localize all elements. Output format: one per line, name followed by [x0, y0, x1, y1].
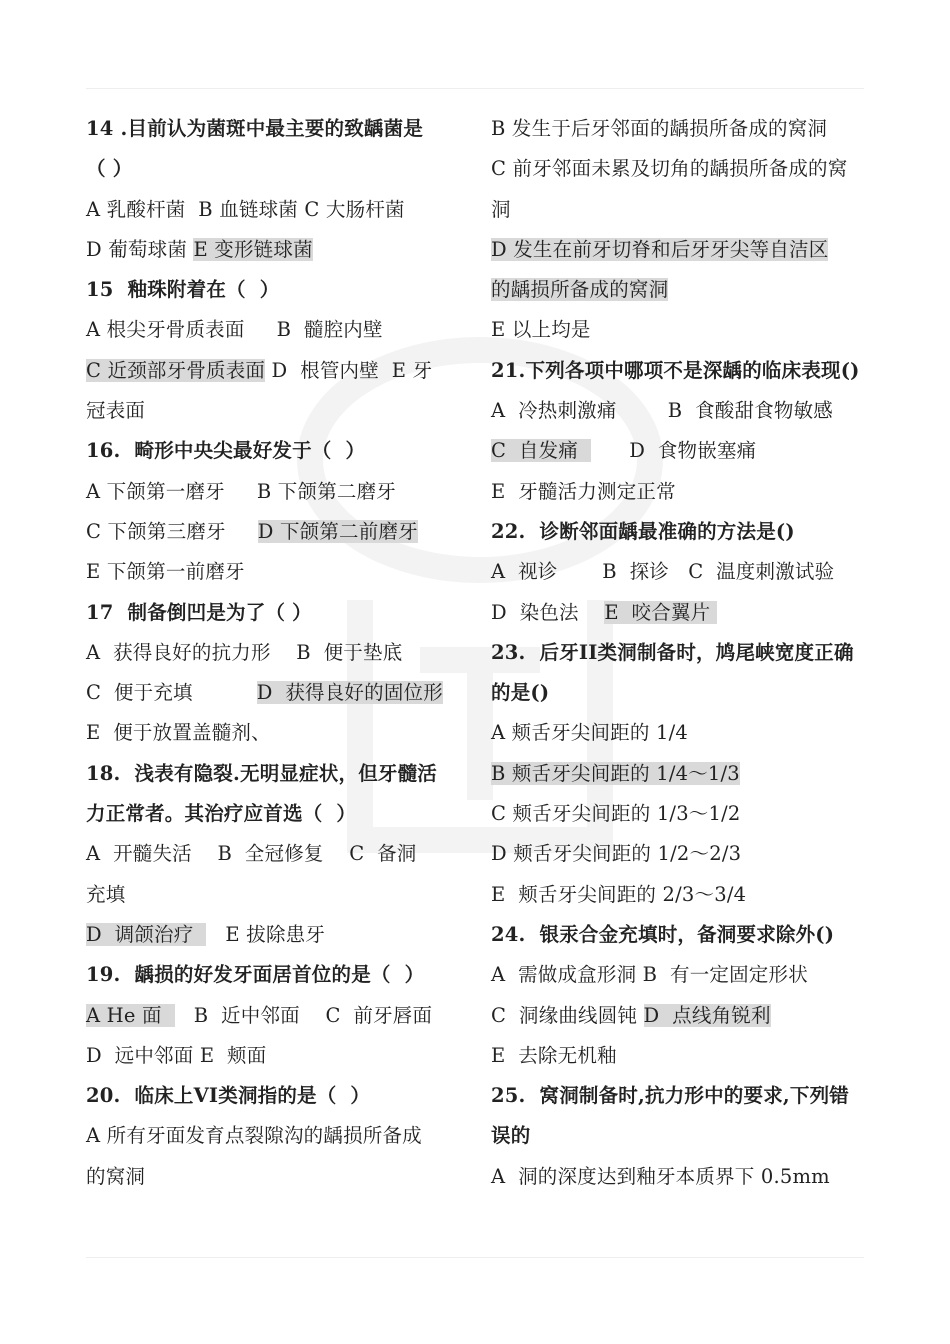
question-line [86, 955, 466, 995]
option-line [491, 149, 871, 189]
left-column [86, 109, 466, 1197]
highlighted-answer: D 发生在前牙切脊和后牙牙尖等自洁区 [491, 237, 829, 261]
text-segment: A 根尖牙骨质表面 B 髓腔内壁 [86, 318, 383, 342]
option-line [86, 391, 466, 431]
option-line [86, 230, 466, 270]
option-line [86, 552, 466, 592]
text-segment: A 所有牙面发育点裂隙沟的龋损所备成 [86, 1124, 422, 1148]
text-segment: A 乳酸杆菌 B 血链球菌 C 大肠杆菌 [86, 197, 405, 221]
option-line [491, 230, 871, 270]
highlighted-answer: C 近颈部牙骨质表面 [86, 358, 266, 382]
option-line [86, 190, 466, 230]
text-segment: 22. 诊断邻面龋最准确的方法是() [491, 519, 795, 543]
question-line [491, 633, 871, 673]
option-line [491, 391, 871, 431]
text-segment: E 拔除患牙 [206, 922, 326, 946]
text-segment: C 便于充填 [86, 681, 257, 705]
text-segment: 冠表面 [86, 399, 146, 423]
option-line [491, 270, 871, 310]
question-line [491, 1076, 871, 1116]
option-line [86, 875, 466, 915]
text-segment: 21.下列各项中哪项不是深龋的临床表现() [491, 358, 860, 382]
question-line [86, 270, 466, 310]
text-segment: 力正常者。其治疗应首选（ ） [86, 802, 357, 826]
text-segment: A 颊舌牙尖间距的 1/4 [491, 721, 688, 745]
question-line [86, 109, 466, 149]
question-line [491, 351, 871, 391]
text-segment: 的是() [491, 681, 550, 705]
option-line [86, 310, 466, 350]
option-line [86, 1116, 466, 1156]
highlighted-answer: D 获得良好的固位形 [256, 681, 443, 705]
option-line [491, 190, 871, 230]
text-segment: A 下颌第一磨牙 B 下颌第二磨牙 [86, 479, 397, 503]
highlighted-answer: D 调颌治疗 [86, 922, 207, 946]
text-segment: 24. 银汞合金充填时，备洞要求除外() [491, 922, 835, 946]
text-segment: 充填 [86, 882, 126, 906]
question-line [491, 673, 871, 713]
question-line [491, 1116, 871, 1156]
option-line [491, 754, 871, 794]
text-segment: C 颊舌牙尖间距的 1/3～1/2 [491, 802, 741, 826]
question-line [86, 149, 466, 189]
text-segment: 误的 [491, 1124, 531, 1148]
text-segment: D 远中邻面 E 颊面 [86, 1043, 267, 1067]
option-line [86, 512, 466, 552]
text-segment: B 发生于后牙邻面的龋损所备成的窝洞 [491, 117, 828, 140]
text-segment: D 染色法 [491, 600, 605, 624]
option-line [86, 834, 466, 874]
highlighted-answer: E 变形链球菌 [193, 237, 313, 261]
text-segment: C 洞缘曲线圆钝 [491, 1003, 644, 1027]
text-segment: A 冷热刺激痛 B 食酸甜食物敏感 [491, 399, 833, 423]
option-line [491, 875, 871, 915]
question-line [86, 431, 466, 471]
text-segment: 18. 浅表有隐裂.无明显症状，但牙髓活 [86, 761, 437, 785]
highlighted-answer: E 咬合翼片 [604, 600, 717, 624]
question-line [491, 512, 871, 552]
option-line [491, 955, 871, 995]
highlighted-answer: D 下颌第二前磨牙 [257, 519, 418, 543]
right-column [491, 109, 871, 1197]
text-segment: （ ） [86, 157, 133, 181]
option-line [86, 472, 466, 512]
text-segment: A 视诊 B 探诊 C 温度刺激试验 [491, 560, 835, 584]
highlighted-answer: D 点线角锐利 [643, 1003, 771, 1027]
option-line [491, 1036, 871, 1076]
question-line [86, 1076, 466, 1116]
text-segment: 25. 窝洞制备时,抗力形中的要求,下列错 [491, 1084, 849, 1108]
question-line [86, 593, 466, 633]
text-segment: 的窝洞 [86, 1164, 146, 1188]
option-line [491, 593, 871, 633]
option-line [86, 673, 466, 713]
text-segment: 23. 后牙II类洞制备时，鸠尾峡宽度正确 [491, 640, 854, 664]
text-segment: E 以上均是 [491, 318, 591, 342]
text-segment: D 颊舌牙尖间距的 1/2～2/3 [491, 842, 742, 866]
option-line [491, 310, 871, 350]
question-line [491, 915, 871, 955]
option-line [86, 633, 466, 673]
text-segment: B 近中邻面 C 前牙唇面 [174, 1003, 433, 1027]
text-segment: D 食物嵌塞痛 [590, 439, 757, 463]
text-segment: D 葡萄球菌 [86, 237, 194, 261]
text-segment: A 开髓失活 B 全冠修复 C 备洞 [86, 842, 417, 866]
text-segment: D 根管内壁 E 牙 [265, 358, 433, 382]
text-segment: E 下颌第一前磨牙 [86, 560, 245, 584]
option-line [86, 351, 466, 391]
option-line [86, 713, 466, 753]
text-segment: E 便于放置盖髓剂、 [86, 721, 271, 745]
text-segment: 15 釉珠附着在（ ） [86, 278, 280, 302]
text-segment: 17 制备倒凹是为了（ ） [86, 600, 312, 624]
option-line [491, 794, 871, 834]
text-segment: C 前牙邻面未累及切角的龋损所备成的窝 [491, 157, 848, 181]
highlighted-answer: A He 面 [86, 1003, 175, 1027]
header-divider [86, 88, 864, 89]
highlighted-answer: 的龋损所备成的窝洞 [491, 278, 669, 302]
option-line [491, 431, 871, 471]
text-segment: A 洞的深度达到釉牙本质界下 0.5mm [491, 1164, 830, 1188]
option-line [86, 1157, 466, 1197]
option-line [491, 472, 871, 512]
option-line [491, 713, 871, 753]
option-line [491, 834, 871, 874]
text-segment: E 去除无机釉 [491, 1043, 617, 1067]
text-segment: 16. 畸形中央尖最好发于（ ） [86, 439, 366, 463]
text-segment: 19. 龋损的好发牙面居首位的是（ ） [86, 963, 425, 987]
option-line [491, 552, 871, 592]
text-segment: E 牙髓活力测定正常 [491, 479, 676, 503]
text-segment: 洞 [491, 197, 511, 221]
option-line [86, 915, 466, 955]
option-line [491, 996, 871, 1036]
text-segment: 20. 临床上VI类洞指的是（ ） [86, 1084, 371, 1108]
text-segment: E 颊舌牙尖间距的 2/3～3/4 [491, 882, 747, 906]
option-line [86, 996, 466, 1036]
question-line [86, 794, 466, 834]
option-line [491, 1157, 871, 1197]
highlighted-answer: C 自发痛 [491, 439, 591, 463]
question-line [86, 754, 466, 794]
option-line [491, 109, 871, 149]
footer-divider [86, 1257, 864, 1258]
text-segment: C 下颌第三磨牙 [86, 519, 258, 543]
text-segment: A 获得良好的抗力形 B 便于垫底 [86, 640, 403, 664]
highlighted-answer: B 颊舌牙尖间距的 1/4～1/3 [491, 761, 740, 785]
text-segment: 14 .目前认为菌斑中最主要的致龋菌是 [86, 117, 424, 140]
option-line [86, 1036, 466, 1076]
text-segment: A 需做成盒形洞 B 有一定固定形状 [491, 963, 808, 987]
